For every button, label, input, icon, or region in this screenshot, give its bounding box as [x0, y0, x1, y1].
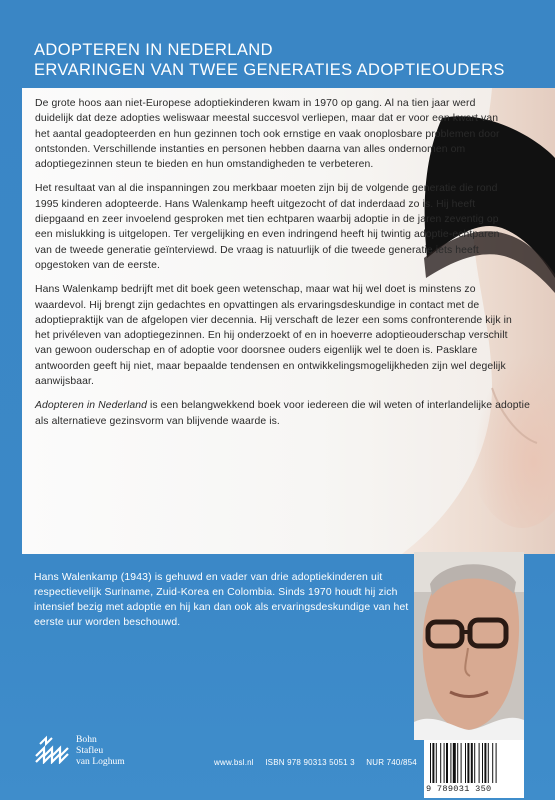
author-photo	[414, 552, 524, 740]
title-line-2: ERVARINGEN VAN TWEE GENERATIES ADOPTIEOUDERS	[34, 61, 505, 79]
publisher-website: www.bsl.nl	[214, 758, 254, 767]
author-portrait-image	[414, 552, 524, 740]
publisher-line-3: van Loghum	[76, 756, 125, 767]
publisher-logo-icon	[34, 734, 70, 764]
blurb-paragraph-4	[35, 398, 540, 429]
author-bio: Hans Walenkamp (1943) is gehuwd en vader van drie adoptiekinderen uit respectievelijk Suriname, Zuid-Korea en Colombia. Sinds 1970 houdt hij zich intensief bezig met adoptie en hij kan dan ook als ervaringsdeskundige van het eerste uur worden beschouwd.	[34, 572, 409, 628]
blurb-paragraph-3: Hans Walenkamp bedrijft met dit boek geen wetenschap, maar wat hij wel doet is minstens zo waardevol. Hij brengt zijn gedachtes en opvattingen als ervaringsdeskundige in contact met de adoptiepraktijk van de afgelopen vier decennia. Hij verschaft de lezer een soms confronterende kijk in het privéleven van adoptiegezinnen. En hij onderzoekt of en in hoeverre adoptieouderschap verschilt van gewoon ouderschap en of adoptie voor doorsnee ouders eigenlijk wel te doen is. Pasklare antwoorden geeft hij niet, maar bepaalde tendensen en ontwikkelingsmogelijkheden zijn wel degelijk aanwijsbaar.	[35, 284, 512, 388]
publisher-line-2: Stafleu	[76, 745, 104, 756]
blurb-paragraph-1: De grote hoos aan niet-Europese adoptiekinderen kwam in 1970 op gang. Al na tien jaar werd duidelijk dat deze adopties weliswaar meestal succesvol verliepen, maar dat er voor een kwart van het aantal geadopteerden en hun gezinnen toch ook ernstige en vaak onoplosbare problemen door ontstonden. Verschillende instanties en personen hebben daarna van alles ondernomen om adoptiegezinnen steun te bieden en hun omstandigheden te verbeteren.	[35, 98, 500, 171]
isbn-barcode	[424, 740, 524, 798]
title-line-1: ADOPTEREN IN NEDERLAND	[34, 41, 273, 59]
nur-code: NUR 740/854	[366, 758, 417, 767]
barcode-bars	[428, 743, 520, 783]
imprint-line	[214, 758, 426, 767]
book-title-italic: Adopteren in Nederland	[35, 400, 147, 412]
isbn: ISBN 978 90313 5051 3	[265, 758, 355, 767]
blurb-paragraph-4-rest: is een belangwekkend boek voor iedereen die wil weten of interlandelijke adoptie als alternatieve gezinsvorm van blijvende waarde is.	[35, 400, 530, 427]
barcode-number: 9 789031 350	[426, 784, 492, 794]
blurb-text	[35, 96, 540, 438]
publisher-line-1: Bohn	[76, 734, 97, 745]
publisher-name	[76, 734, 125, 767]
blurb-paragraph-2: Het resultaat van al die inspanningen zou merkbaar moeten zijn bij de volgende generatie die rond 1995 kinderen adopteerde. Hans Walenkamp heeft uitgezocht of dat inderdaad zo is. Hij heeft diepgaand en zeer invoelend gesproken met tien echtparen waarbij adoptie in de jaren zeventig op een mislukking is uitgelopen. Ter vergelijking en even indringend heeft hij twintig adoptie-echtparen van de tweede generatie geïnterviewd. De vraag is natuurlijk of die tweede generatie iets heeft opgestoken van de eerste.	[35, 183, 500, 271]
blurb-panel	[22, 88, 555, 554]
publisher-logo	[34, 734, 125, 767]
cover-title	[34, 40, 505, 80]
